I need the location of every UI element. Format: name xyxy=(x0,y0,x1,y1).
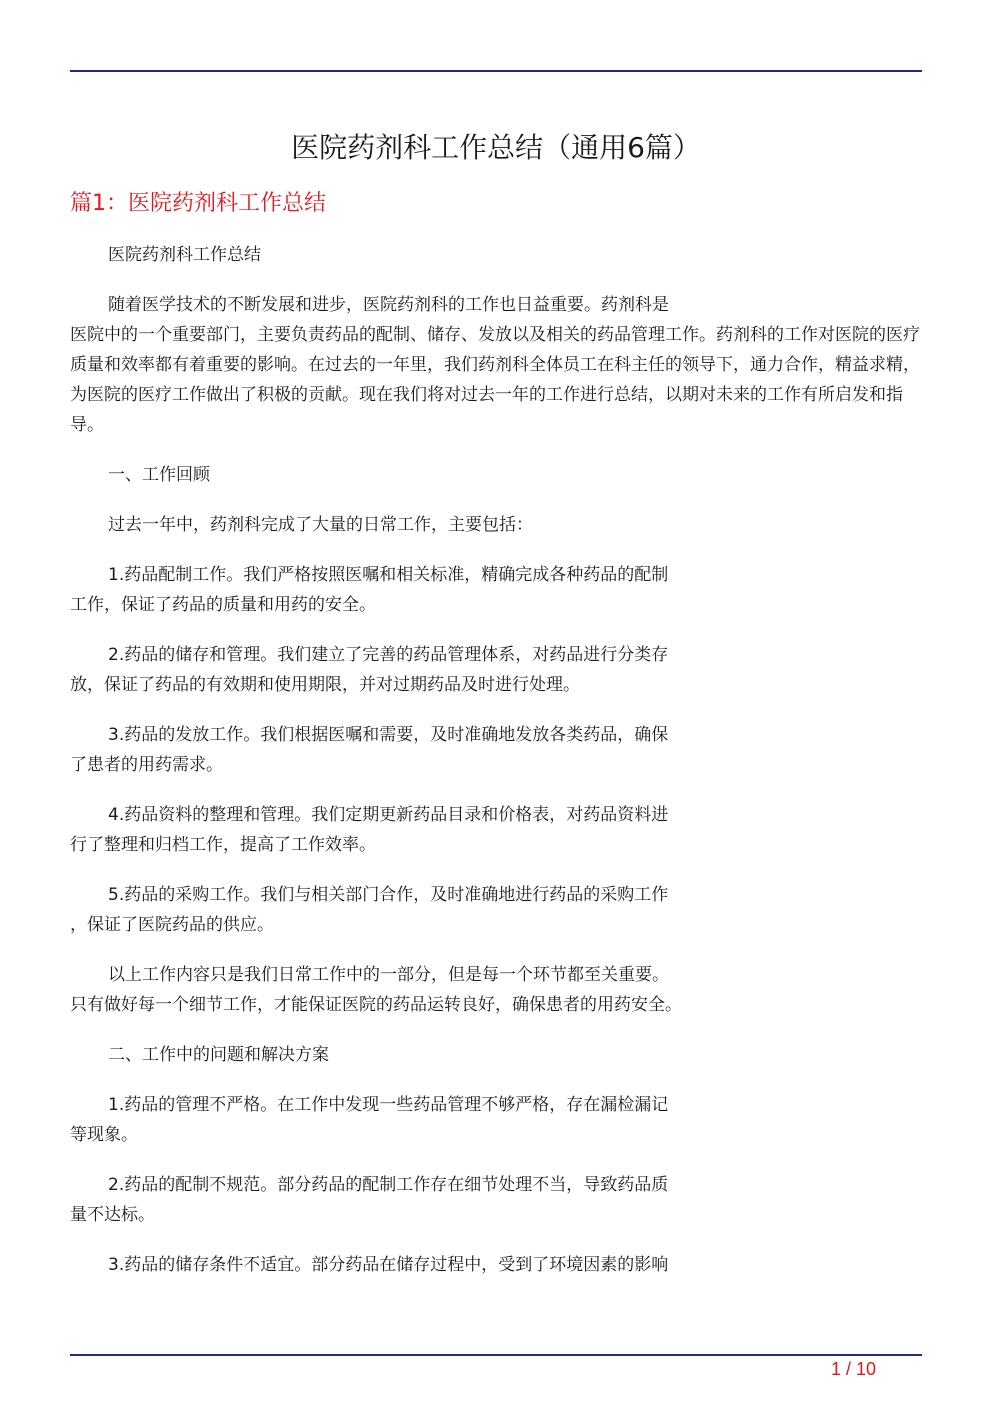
paragraph-intro: 随着医学技术的不断发展和进步，医院药剂科的工作也日益重要。药剂科是 医院中的一个重要部门，主要负责药品的配制、储存、发放以及相关的药品管理工作。药剂科的工作对医院的医疗质量和效率都有着重要的影响。在过去的一年里，我们药剂科全体员工在科主任的领导下，通力合作，精益求精，为医院的医疗工作做出了积极的贡献。现在我们将对过去一年的工作进行总结，以期对未来的工作有所启发和指导。 xyxy=(70,295,920,435)
paragraph: 过去一年中，药剂科完成了大量的日常工作，主要包括： xyxy=(108,515,533,535)
list-item: 4.药品资料的整理和管理。我们定期更新药品目录和价格表，对药品资料进 行了整理和归档工作，提高了工作效率。 xyxy=(70,805,669,855)
paragraph-subtitle: 医院药剂科工作总结 xyxy=(108,245,261,265)
page-number: 1 / 10 xyxy=(830,1359,876,1379)
list-item: 3.药品的发放工作。我们根据医嘱和需要，及时准确地发放各类药品，确保 了患者的用药需求。 xyxy=(70,725,669,775)
footer-rule xyxy=(70,1354,922,1356)
list-item: 3.药品的储存条件不适宜。部分药品在储存过程中，受到了环境因素的影响 xyxy=(108,1255,669,1275)
document-title: 医院药剂科工作总结（通用6篇） xyxy=(291,131,701,164)
list-item: 2.药品的配制不规范。部分药品的配制工作存在细节处理不当，导致药品质 量不达标。 xyxy=(70,1175,669,1225)
list-item: 1.药品配制工作。我们严格按照医嘱和相关标准，精确完成各种药品的配制 工作，保证了药品的质量和用药的安全。 xyxy=(70,565,669,615)
list-item: 2.药品的储存和管理。我们建立了完善的药品管理体系，对药品进行分类存 放，保证了药品的有效期和使用期限，并对过期药品及时进行处理。 xyxy=(70,645,669,695)
header-rule xyxy=(70,70,922,72)
document-body xyxy=(70,240,922,1300)
list-item: 5.药品的采购工作。我们与相关部门合作，及时准确地进行药品的采购工作 ，保证了医院药品的供应。 xyxy=(70,885,669,935)
paragraph-heading-review: 一、工作回顾 xyxy=(108,465,210,485)
paragraph: 以上工作内容只是我们日常工作中的一部分，但是每一个环节都至关重要。 只有做好每一个细节工作，才能保证医院的药品运转良好，确保患者的用药安全。 xyxy=(70,965,682,1015)
section-heading: 篇1：医院药剂科工作总结 xyxy=(70,191,326,216)
list-item: 1.药品的管理不严格。在工作中发现一些药品管理不够严格，存在漏检漏记 等现象。 xyxy=(70,1095,669,1145)
paragraph-heading-problems: 二、工作中的问题和解决方案 xyxy=(108,1045,329,1065)
